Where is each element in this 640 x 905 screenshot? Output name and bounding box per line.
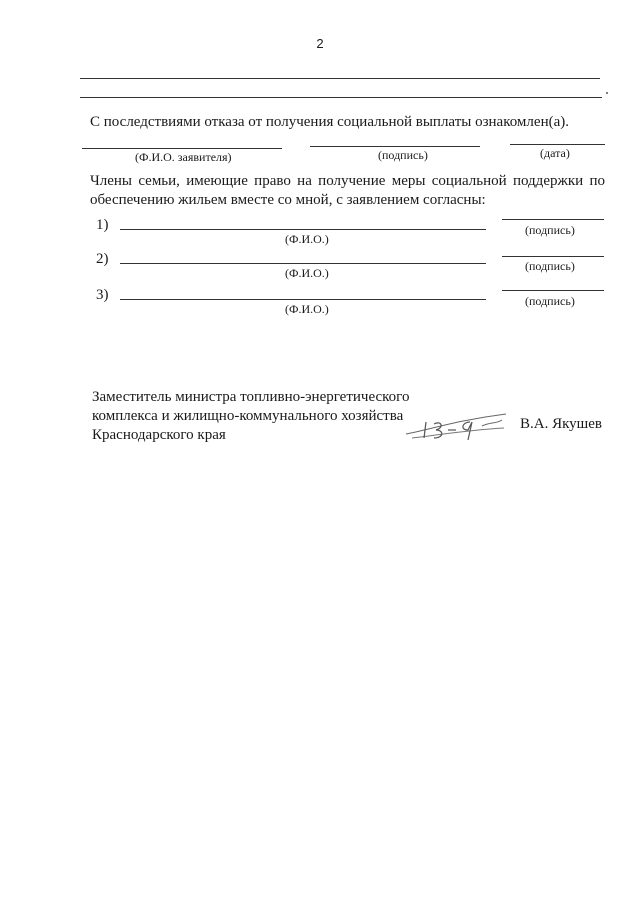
applicant-name-caption: (Ф.И.О. заявителя) (135, 150, 232, 164)
signer-position-line: Заместитель министра топливно-энергетического (92, 389, 410, 405)
member-signature-line (502, 219, 604, 220)
blank-line-1 (80, 78, 600, 79)
member-signature-caption: (подпись) (525, 259, 575, 273)
member-number: 1) (96, 217, 109, 233)
member-name-caption: (Ф.И.О.) (285, 232, 329, 246)
applicant-date-caption: (дата) (540, 146, 570, 160)
member-number: 3) (96, 287, 109, 303)
member-name-line (120, 299, 486, 300)
member-name-line (120, 229, 486, 230)
member-name-caption: (Ф.И.О.) (285, 266, 329, 280)
stray-dot (606, 92, 608, 94)
member-signature-caption: (подпись) (525, 223, 575, 237)
page-number: 2 (316, 36, 324, 51)
applicant-signature-caption: (подпись) (378, 148, 428, 162)
member-signature-caption: (подпись) (525, 294, 575, 308)
family-consent-text: Члены семьи, имеющие право на получение меры социальной поддержки по обеспечению жильем вместе со мной, с заявлением согласны: (90, 173, 605, 208)
applicant-name-line (82, 148, 282, 149)
signer-position (92, 388, 422, 445)
blank-line-2 (80, 97, 602, 98)
member-signature-line (502, 256, 604, 257)
member-name-caption: (Ф.И.О.) (285, 302, 329, 316)
member-signature-line (502, 290, 604, 291)
signer-position-line: комплекса и жилищно-коммунального хозяйства (92, 408, 404, 424)
signer-position-line: Краснодарского края (92, 427, 226, 443)
member-name-line (120, 263, 486, 264)
signer-name: В.А. Якушев (520, 416, 602, 432)
applicant-signature-line (310, 146, 480, 147)
handwritten-signature (398, 408, 518, 442)
member-number: 2) (96, 251, 109, 267)
applicant-date-line (510, 144, 605, 145)
acknowledgment-text: С последствиями отказа от получения социальной выплаты ознакомлен(а). (90, 114, 569, 130)
